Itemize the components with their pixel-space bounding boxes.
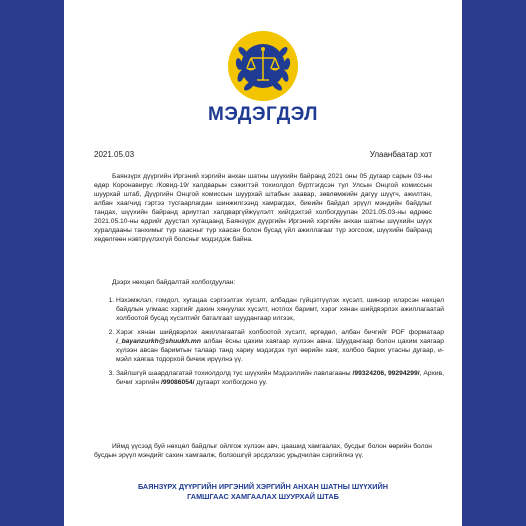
list-item-text: Хэрэг хянан шийдвэрлэх ажиллагаатай холбоотой хүсэлт, өргөдөл, албан бичгийг PDF форматаар [116,329,444,336]
list-item-text: Зайлшгүй шаардлагатай тохиолдолд тус шүүхийн Мэдээллийн лавлагааны [116,370,351,377]
list-item-text: дугаарт холбогдоно уу. [196,379,268,386]
list-item-text: Нэхэмжлэл, гомдол, хугацаа сэргээлгэх хүсэлт, албадан гүйцэтгүүлэх хүсэлт, шинээр илэрсэн нөхцөл байдлын улмаас хэргийг дахин хянуулах хүсэлт, нотлох баримт, хэрэг хянан шийдвэрлэх ажиллагаатай холбоотой бусад хүсэлтийг баталгаат шуудангаар илгээх, [116,297,444,322]
notice-date: 2021.05.03 [94,150,135,159]
closing-paragraph: Иймд үүсээд буй нөхцөл байдлыг ойлгож хүлээн авч, цаашид хамгаалах, бусдыг болон өөрийн болон бусдын эрүүл мэндийг сахин хамгаалж, болзошгүй эрсдэлээс урьдчилан сэргийлнэ үү. [94,443,432,459]
list-item-text: , Архив, бичиг хэргийн [116,370,445,386]
notice-title: МЭДЭГДЭЛ [208,104,318,125]
list-item [116,369,444,387]
notice-paragraph: Баянзүрх дүүргийн Иргэний хэргийн анхан шатны шүүхийн байранд 2021 оны 05 дугаар сарын 03-ны өдөр Коронавирус /Ковид-19/ халдварын сэжигтэй тохиолдол бүртгэгдсэн тул Улсын Онцгой комиссын шуурхай штаб, Дүүргийн Онцгой комиссын шуурхай штабын заавар, зөвлөмжийн дагуу шүүгч, ажилтан, албан хаагчид гэртээ тусгаарлагдан шинжилгээнд хамрагдах, биеийн байдал эрүүл мэндийн байдлыг тандах, шүүхийн байранд ариутгал халдваргүйжүүлэлт хийгдэхтэй холбогдуулан 2021.05.03-ны өдрөөс 2021.05.10-ны өдрийг дуустал хугацаанд Баянзүрх дүүргийн Иргэний хэргийн анхан шатны шүүхийн шүүх хуралдааны танхимыг түр хаасныг түр хаасан болон бусад үйл ажиллагааг түр зогсоож, шүүхийн байранд хөдөлгөөн нэвтрүүлэхгүй болсныг мэдэгдэж байна. [94,173,432,243]
notice-sheet [64,0,462,526]
list-item-text: албан ёсны цахим хаягаар хүлээн авна. Шуудангаар болон цахим хаягаар хүлээн авсан баримтын талаар танд хариу мэдэгдэх тул өөрийн хаяг, холбоо барих утасны дугаар, и-мэйл хаягаа тодорхой бичиж ирүүлнэ үү. [116,338,444,363]
court-scales-emblem-icon [227,30,299,102]
info-phone-numbers: /99324206, 99294299/ [352,370,420,377]
notice-city: Улаанбаатар хот [369,150,432,159]
list-lead-text: Дээрх нөхцөл байдалтай холбогдуулан: [112,279,236,286]
issuer-line-1: БАЯНЗҮРХ ДҮҮРГИЙН ИРГЭНИЙ ХЭРГИЙН АНХАН ШАТНЫ ШҮҮХИЙН [137,482,389,491]
archive-phone-number: /99086054/ [161,379,195,386]
list-item [116,328,444,364]
issuer-signature-block [64,482,462,501]
issuer-line-2: ГАМШГААС ХАМГААЛАХ ШУУРХАЙ ШТАБ [187,491,339,501]
list-item [116,296,444,323]
instruction-list [104,296,444,392]
court-email-link[interactable]: i_bayanzurkh@shuukh.mn [116,338,201,345]
